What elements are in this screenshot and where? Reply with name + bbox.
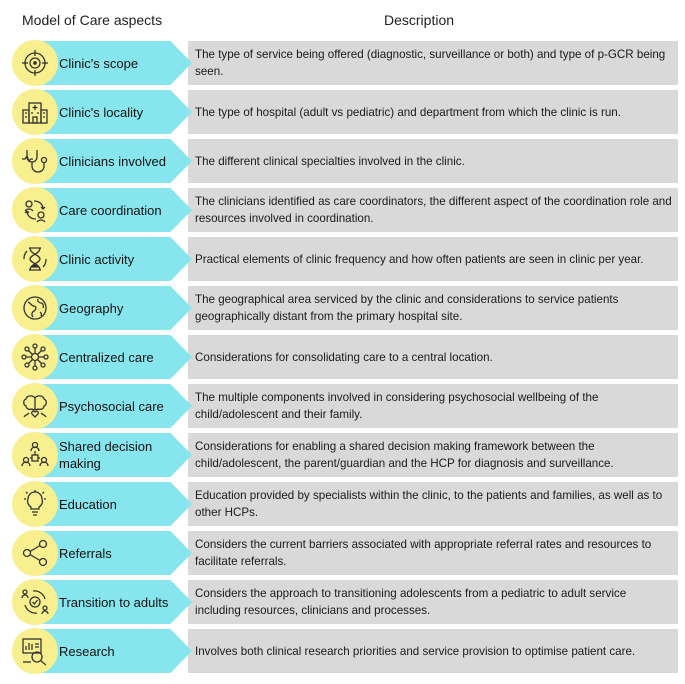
row-description: Involves both clinical research priorities and service provision to optimise patient care.	[188, 629, 678, 673]
row-label: Clinic activity	[59, 251, 135, 267]
row-description: Practical elements of clinic frequency and how often patients are seen in clinic per year.	[188, 237, 678, 281]
row-description: Education provided by specialists within the clinic, to the patients and families, as well as to other HCPs.	[188, 482, 678, 526]
group-decision-icon	[12, 432, 58, 478]
research-icon	[12, 628, 58, 674]
row-label: Shared decision making	[59, 439, 153, 471]
row-label: Education	[59, 496, 117, 512]
target-icon	[12, 40, 58, 86]
row-label: Centralized care	[59, 349, 154, 365]
row-label: Transition to adults	[59, 594, 169, 610]
aspect-row-clinics-locality	[12, 90, 678, 134]
row-description: Considers the current barriers associated with appropriate referral rates and resources to facilitate referrals.	[188, 531, 678, 575]
aspect-row-clinics-scope	[12, 41, 678, 85]
row-label: Clinic's scope	[59, 55, 139, 71]
row-label: Clinic's locality	[59, 104, 144, 120]
hourglass-icon	[12, 236, 58, 282]
aspect-row-centralized-care	[12, 335, 678, 379]
transition-icon	[12, 579, 58, 625]
hospital-icon	[12, 89, 58, 135]
aspect-row-clinic-activity	[12, 237, 678, 281]
aspect-row-research	[12, 629, 678, 673]
globe-icon	[12, 285, 58, 331]
brain-heart-icon	[12, 383, 58, 429]
aspect-row-transition-to-adults	[12, 580, 678, 624]
row-description: The type of service being offered (diagnostic, surveillance or both) and type of p-GCR being seen.	[188, 41, 678, 85]
aspect-row-referrals	[12, 531, 678, 575]
row-description: Considerations for consolidating care to a central location.	[188, 335, 678, 379]
lightbulb-icon	[12, 481, 58, 527]
aspect-row-psychosocial-care	[12, 384, 678, 428]
row-label: Research	[59, 643, 115, 659]
row-label: Psychosocial care	[59, 398, 164, 414]
aspect-row-care-coordination	[12, 188, 678, 232]
row-description: Considerations for enabling a shared decision making framework between the child/adolescent, the parent/guardian and the HCP for diagnosis and surveillance.	[188, 433, 678, 477]
row-description: The geographical area serviced by the clinic and considerations to service patients geographically distant from the primary hospital site.	[188, 286, 678, 330]
row-label: Care coordination	[59, 202, 162, 218]
row-label: Geography	[59, 300, 124, 316]
network-hub-icon	[12, 334, 58, 380]
stethoscope-icon	[12, 138, 58, 184]
row-description: The type of hospital (adult vs pediatric) and department from which the clinic is run.	[188, 90, 678, 134]
coordination-icon	[12, 187, 58, 233]
row-description: The different clinical specialties involved in the clinic.	[188, 139, 678, 183]
row-description: Considers the approach to transitioning adolescents from a pediatric to adult service including resources, clinicians and processes.	[188, 580, 678, 624]
header-model-of-care-aspects: Model of Care aspects	[22, 12, 163, 28]
aspect-row-geography	[12, 286, 678, 330]
row-label: Clinicians involved	[59, 153, 166, 169]
row-label: Referrals	[59, 545, 112, 561]
row-description: The multiple components involved in considering psychosocial wellbeing of the child/adolescent and their family.	[188, 384, 678, 428]
aspect-row-clinicians-involved	[12, 139, 678, 183]
aspect-row-education	[12, 482, 678, 526]
header-description: Description	[384, 12, 455, 28]
aspect-row-shared-decision-making	[12, 433, 678, 477]
share-people-icon	[12, 530, 58, 576]
row-description: The clinicians identified as care coordinators, the different aspect of the coordination role and resources involved in coordination.	[188, 188, 678, 232]
